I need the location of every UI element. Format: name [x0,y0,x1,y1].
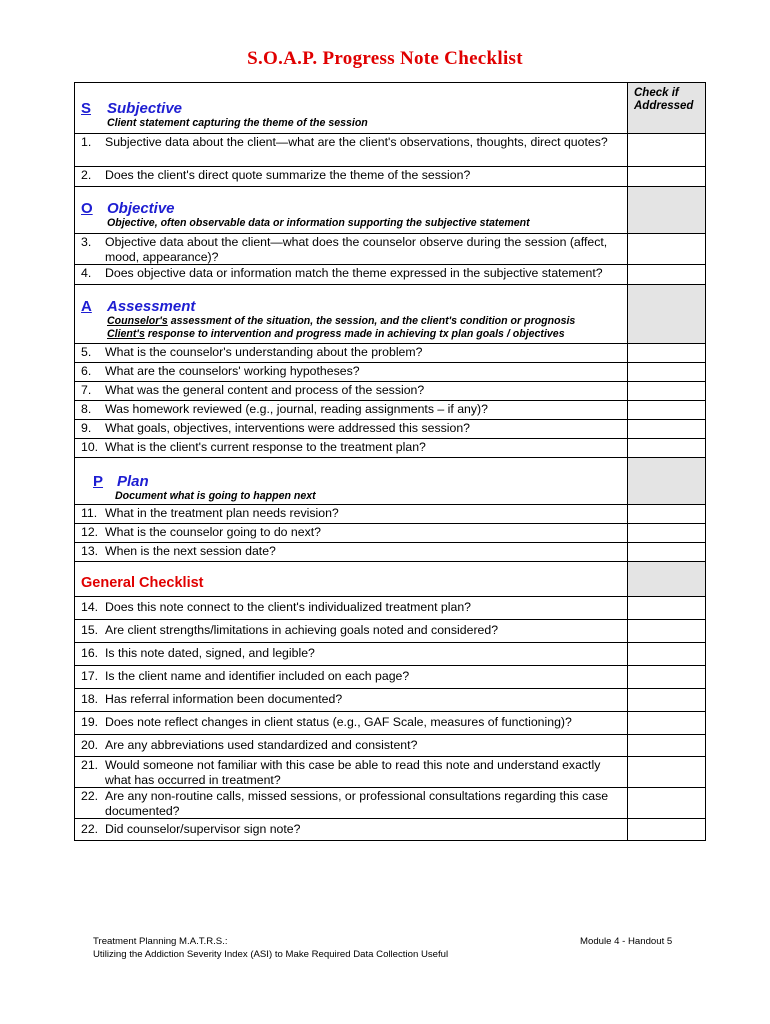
section-description: Document what is going to happen next [115,489,316,502]
section-header-objective [75,187,706,234]
table-row: 6. What are the counselors' working hypotheses? [75,363,706,382]
check-cell[interactable] [628,265,706,285]
check-cell[interactable] [628,505,706,524]
check-cell[interactable] [628,543,706,562]
table-row: 7. What was the general content and process of the session? [75,382,706,401]
table-row: 13. When is the next session date? [75,543,706,562]
page-title: S.O.A.P. Progress Note Checklist [247,48,523,69]
check-cell[interactable] [628,712,706,735]
section-description: Client's response to intervention and progress made in achieving tx plan goals / objectives [107,327,565,340]
check-cell[interactable] [628,597,706,620]
check-cell[interactable] [628,819,706,841]
section-letter: P [93,473,104,490]
section-header-assessment [75,285,706,344]
check-cell[interactable] [628,788,706,819]
check-cell[interactable] [628,620,706,643]
check-cell[interactable] [628,344,706,363]
table-row: 10. What is the client's current response to the treatment plan? [75,439,706,458]
table-row: 15. Are client strengths/limitations in achieving goals noted and considered? [75,620,706,643]
section-name: Objective [107,200,175,217]
section-name: Subjective [107,100,183,117]
section-name: Plan [117,473,149,490]
table-row: 17. Is the client name and identifier included on each page? [75,666,706,689]
check-cell[interactable] [628,363,706,382]
footer-right: Module 4 - Handout 5 [580,936,673,947]
checklist-table [74,82,706,841]
check-cell[interactable] [628,167,706,187]
section-description: Client statement capturing the theme of the session [107,116,368,129]
check-cell[interactable] [628,689,706,712]
table-row: 11. What in the treatment plan needs revision? [75,505,706,524]
section-header-subjective [75,83,706,134]
table-row: 4. Does objective data or information match the theme expressed in the subjective statement? [75,265,706,285]
table-row: 8. Was homework reviewed (e.g., journal, reading assignments – if any)? [75,401,706,420]
footer-left: Treatment Planning M.A.T.R.S.: Utilizing the Addiction Severity Index (ASI) to Make Required Data Collection Useful [93,936,449,960]
section-name: Assessment [107,298,196,315]
section-letter: O [81,200,93,217]
section-header-general [75,562,706,597]
table-row: 22. Did counselor/supervisor sign note? [75,819,706,841]
table-row: 21. Would someone not familiar with this case be able to read this note and understand exactly what has occurred in treatment? [75,757,706,788]
section-header-plan [75,458,706,505]
check-cell[interactable] [628,401,706,420]
table-row: 14. Does this note connect to the client's individualized treatment plan? [75,597,706,620]
check-cell[interactable] [628,134,706,167]
check-cell[interactable] [628,757,706,788]
section-letter: S [81,100,92,117]
check-cell[interactable] [628,735,706,757]
section-description: Counselor's assessment of the situation, the session, and the client's condition or prognosis [107,314,576,327]
check-cell[interactable] [628,643,706,666]
section-description: Objective, often observable data or information supporting the subjective statement [107,216,530,229]
section-name: General Checklist [81,575,204,591]
table-row: 3. Objective data about the client—what does the counselor observe during the session (affect, mood, appearance)? [75,234,706,265]
check-cell[interactable] [628,382,706,401]
table-row: 2. Does the client's direct quote summarize the theme of the session? [75,167,706,187]
check-cell[interactable] [628,439,706,458]
section-letter: A [81,298,92,315]
check-cell[interactable] [628,524,706,543]
table-row: 18. Has referral information been documented? [75,689,706,712]
table-row: 22. Are any non-routine calls, missed sessions, or professional consultations regarding this case documented? [75,788,706,819]
check-header: Check if Addressed [628,83,706,134]
table-row: 9. What goals, objectives, interventions were addressed this session? [75,420,706,439]
check-cell[interactable] [628,420,706,439]
table-row: 19. Does note reflect changes in client status (e.g., GAF Scale, measures of functioning)? [75,712,706,735]
check-cell[interactable] [628,666,706,689]
table-row: 20. Are any abbreviations used standardized and consistent? [75,735,706,757]
table-row: 1. Subjective data about the client—what are the client's observations, thoughts, direct quotes? [75,134,706,167]
table-row: 12. What is the counselor going to do next? [75,524,706,543]
table-row: 16. Is this note dated, signed, and legible? [75,643,706,666]
table-row: 5. What is the counselor's understanding about the problem? [75,344,706,363]
check-cell[interactable] [628,234,706,265]
